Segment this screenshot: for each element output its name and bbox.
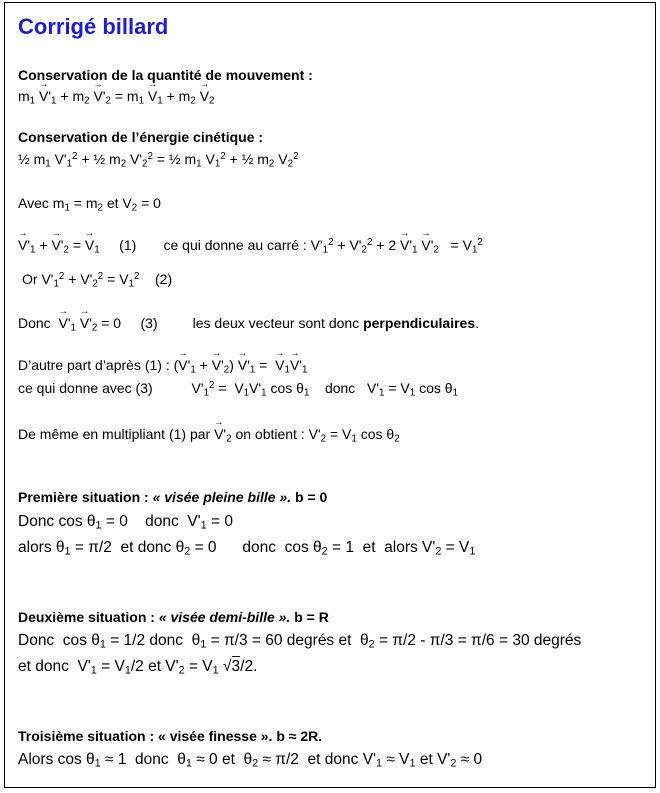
situation-3-heading: Troisième situation : « visée finesse ». b ≈ 2R. — [18, 728, 323, 744]
momentum-equation: $m_1 \to V'_1 + m_2 \to V'_2 = m_1 \to V_1 + m_2 \to V_2$ — [18, 87, 214, 105]
other-part-line: D’autre part d’après (1) : (→ $V'_1$ + → $V'_2) \to V'_1$ = → $V_1\to V'_1$ — [18, 356, 307, 374]
situation-2-heading: Deuxième situation : « visée demi-bille ». b = R — [18, 609, 329, 625]
situation-1-line-2: alors $\theta_1 = \pi/2$ et donc $\theta_2 = 0$ donc $\cos \theta_2 = 1$ et alors $V'_2 = V_1$ — [18, 539, 476, 558]
situation-1-line-1: Donc $\cos \theta_1 = 0$ donc $V'_1 = 0$ — [18, 513, 233, 532]
situation-1-visee: « visée pleine bille ». — [152, 489, 292, 505]
equation-1-line: → $V'_1$ + → $V'_2$ = → $V_1$ (1) ce qui donne au carré : $V'_1^2 + V'_2^2 + 2 \to V'_1 \to V'_2 = V_1^2$ — [18, 236, 483, 254]
hypothesis-line: Avec $m_1 = m_2$ et $V_2 = 0$ — [18, 195, 161, 214]
energy-equation: ½ $m_1$ $V'_1^2$ + ½ $m_2$ $V'_2^2$ = ½ $m_1$ $V_1^2$ + ½ $m_2$ $V_2^2$ — [18, 151, 299, 170]
similarly-line: De même en multipliant (1) par → $V'_2$ on obtient : $V'_2 = V_1$ $\cos \theta_2$ — [18, 425, 400, 443]
momentum-heading: Conservation de la quantité de mouvement : — [18, 67, 313, 83]
page-title: Corrigé billard — [18, 14, 169, 39]
energy-heading: Conservation de l’énergie cinétique : — [18, 129, 264, 145]
situation-2-line-2: et donc $V'_1 = V_1/2$ et $V'_2 = V_1$ √3/2. — [18, 658, 258, 677]
equation-1-comment: ce qui donne au carré : $V'_1^2 + V'_2^2 + 2 \to V'_1 \to V'_2 = V_1^2$ — [164, 237, 483, 253]
situation-1-heading: Première situation : « visée pleine bille ». b = 0 — [18, 489, 328, 505]
situation-2-visee: « visée demi-bille ». — [158, 609, 291, 625]
with-3-line: ce qui donne avec (3) $V'_1^2 = V_1V'_1$ $\cos \theta_1$ donc $V'_1 = V_1$ $\cos \theta_1$ — [18, 380, 459, 399]
perpendicular-comment: les deux vecteur sont donc — [192, 315, 360, 331]
situation-3-line-1: Alors $\cos \theta_1 \approx 1$ donc $\theta_1 \approx 0$ et $\theta_2 \approx \pi/2$ et donc $V'_1 \approx V_1$ et $V'_2 \approx 0$ — [18, 751, 483, 770]
situation-2-line-1: Donc $\cos \theta_1 = 1/2$ donc $\theta_1 = \pi/3 = 60$ degrés et $\theta_2 = \pi/2 - \pi/3 = \pi/6 = 30$ degrés — [18, 632, 582, 651]
situation-2-b: b = R — [294, 609, 329, 625]
perpendicular-keyword: perpendiculaires — [363, 315, 476, 331]
equation-2-line: Or $V'_1^2 + V'_2^2 = V_1^2$ (2) — [22, 271, 173, 290]
equation-3-line: Donc → $V'_1 \to V'_2 = 0$ (3) les deux vecteur sont donc perpendiculaires. — [18, 314, 479, 332]
situation-1-b: b = 0 — [295, 489, 328, 505]
